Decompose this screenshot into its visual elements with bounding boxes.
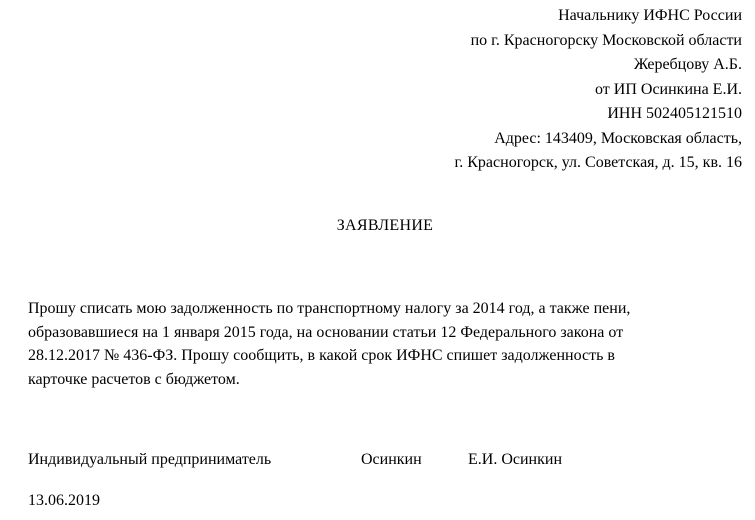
signer-name: Е.И. Осинкин [468, 451, 563, 468]
addressee-line-address-1: Адрес: 143409, Московская область, [494, 129, 742, 147]
body-line: Прошу списать мою задолженность по транспортному налогу за 2014 год, а также пени, [28, 300, 631, 317]
signer-position: Индивидуальный предприниматель [28, 451, 272, 468]
addressee-line-inn: ИНН 502405121510 [607, 105, 742, 122]
addressee-line-sender: от ИП Осинкина Е.И. [595, 80, 742, 98]
body-line: образовавшиеся на 1 января 2015 года, на основании статьи 12 Федерального закона от [28, 323, 624, 341]
addressee-line-recipient: Начальнику ИФНС России [558, 7, 742, 24]
document-date: 13.06.2019 [28, 492, 100, 509]
document-body [28, 297, 753, 391]
addressee-block [455, 4, 743, 176]
body-line: карточке расчетов с бюджетом. [28, 370, 240, 388]
signer-signature: Осинкин [361, 451, 422, 468]
addressee-line-head-name: Жеребцову А.Б. [633, 56, 742, 73]
body-line: 28.12.2017 № 436-ФЗ. Прошу сообщить, в какой срок ИФНС спишет задолженность в [28, 347, 615, 364]
signature-row [0, 448, 755, 472]
document-title: ЗАЯВЛЕНИЕ [336, 217, 434, 234]
addressee-line-address-2: г. Красногорск, ул. Советская, д. 15, кв. 16 [454, 154, 742, 171]
addressee-line-office: по г. Красногорску Московской области [470, 31, 742, 49]
